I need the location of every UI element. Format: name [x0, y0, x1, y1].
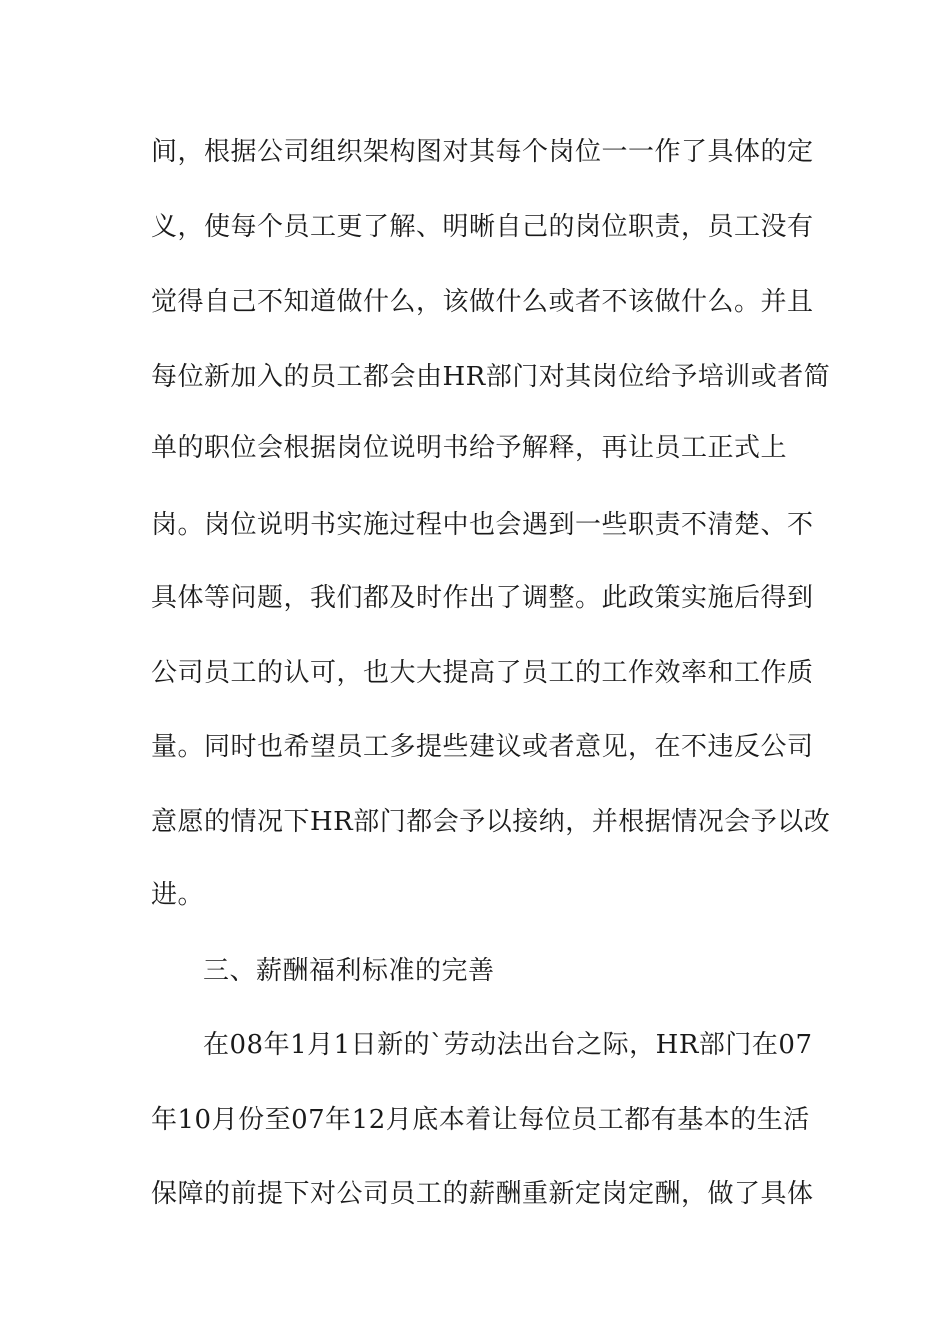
- text-line: 公司员工的认可，也大大提高了员工的工作效率和工作质: [151, 658, 814, 688]
- section-heading: 三、薪酬福利标准的完善: [203, 956, 495, 986]
- text-line: 具体等问题，我们都及时作出了调整。此政策实施后得到: [151, 583, 814, 613]
- text-line: 量。同时也希望员工多提些建议或者意见，在不违反公司: [151, 732, 814, 762]
- text-line: 年10月份至07年12月底本着让每位员工都有基本的生活: [151, 1105, 810, 1135]
- text-line: 间，根据公司组织架构图对其每个岗位一一作了具体的定: [151, 137, 814, 167]
- text-line: 在08年1月1日新的`劳动法出台之际，HR部门在07: [203, 1030, 813, 1060]
- text-line: 每位新加入的员工都会由HR部门对其岗位给予培训或者简: [151, 362, 831, 392]
- text-line: 意愿的情况下HR部门都会予以接纳，并根据情况会予以改: [151, 807, 831, 837]
- text-line: 岗。岗位说明书实施过程中也会遇到一些职责不清楚、不: [151, 510, 814, 540]
- text-line: 进。: [151, 880, 205, 910]
- text-line: 觉得自己不知道做什么，该做什么或者不该做什么。并且: [151, 287, 814, 317]
- text-line: 单的职位会根据岗位说明书给予解释，再让员工正式上: [151, 433, 788, 463]
- text-line: 保障的前提下对公司员工的薪酬重新定岗定酬，做了具体: [151, 1179, 814, 1209]
- text-line: 义，使每个员工更了解、明晰自己的岗位职责，员工没有: [151, 212, 814, 242]
